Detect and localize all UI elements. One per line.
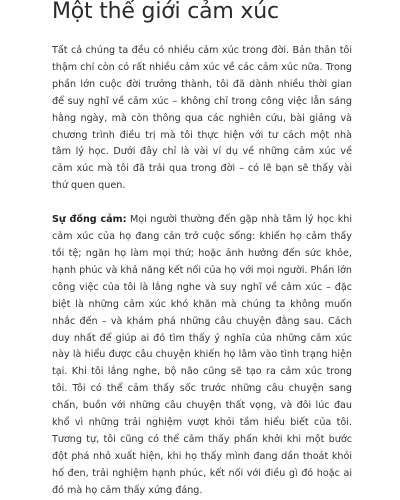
- paragraph-empathy-body: Mọi người thường đến gặp nhà tâm lý học khi cảm xúc của họ đang cản trở cuộc sống: khiến họ cảm thấy tồi tệ; ngăn họ làm mọi thứ; hoặc ảnh hưởng đến sức khỏe, hạnh phúc và khả năng kết nối của họ với mọi người. Phần lớn công việc của tôi là lắng nghe và suy nghĩ về cảm xúc – đặc biệt là những cảm xúc khó khăn mà chúng ta không muốn nhắc đến – và khám phá những câu chuyện đằng sau. Cách duy nhất để giúp ai đó tìm thấy ý nghĩa của những cảm xúc này là hiểu được câu chuyện khiến họ lâm vào tình trạng hiện tại. Khi tôi lắng nghe, bộ não cũng sẽ tạo ra cảm xúc trong tôi. Tôi có thể cảm thấy sốc trước những câu chuyện sang chấn, buồn với những câu chuyện thất vọng, và đôi lúc đau khổ vì những trải nghiệm vượt khỏi tầm hiểu biết của tôi. Tương tự, tôi cũng có thể cảm thấy phấn khởi khi một bước đột phá nhỏ xuất hiện, khi họ thấy mình đang dần thoát khỏi hố đen, trải nghiệm hạnh phúc, kết nối với điều gì đó hoặc ai đó mà họ cảm thấy xứng đáng.: [52, 214, 352, 496]
- page-title: Một thế giới cảm xúc: [52, 0, 279, 24]
- paragraph-lead-label: Sự đồng cảm:: [52, 214, 127, 226]
- paragraph-empathy: [52, 212, 352, 499]
- paragraph-intro: Tất cả chúng ta đều có nhiều cảm xúc trong đời. Bản thân tôi thậm chí còn có rất nhiều cảm xúc về các cảm xúc nữa. Trong phần lớn cuộc đời trưởng thành, tôi đã dành nhiều thời gian để suy nghĩ về cảm xúc – không chỉ trong công việc lẫn sáng hằng ngày, mà còn thông qua các nghiên cứu, bài giảng và chương trình điều trị mà tôi thực hiện với tư cách một nhà tâm lý học. Dưới đây chỉ là vài ví dụ về những cảm xúc về cảm xúc mà tôi đã trải qua trong đời – có lẽ bạn sẽ thấy vài thứ quen quen.: [52, 45, 352, 192]
